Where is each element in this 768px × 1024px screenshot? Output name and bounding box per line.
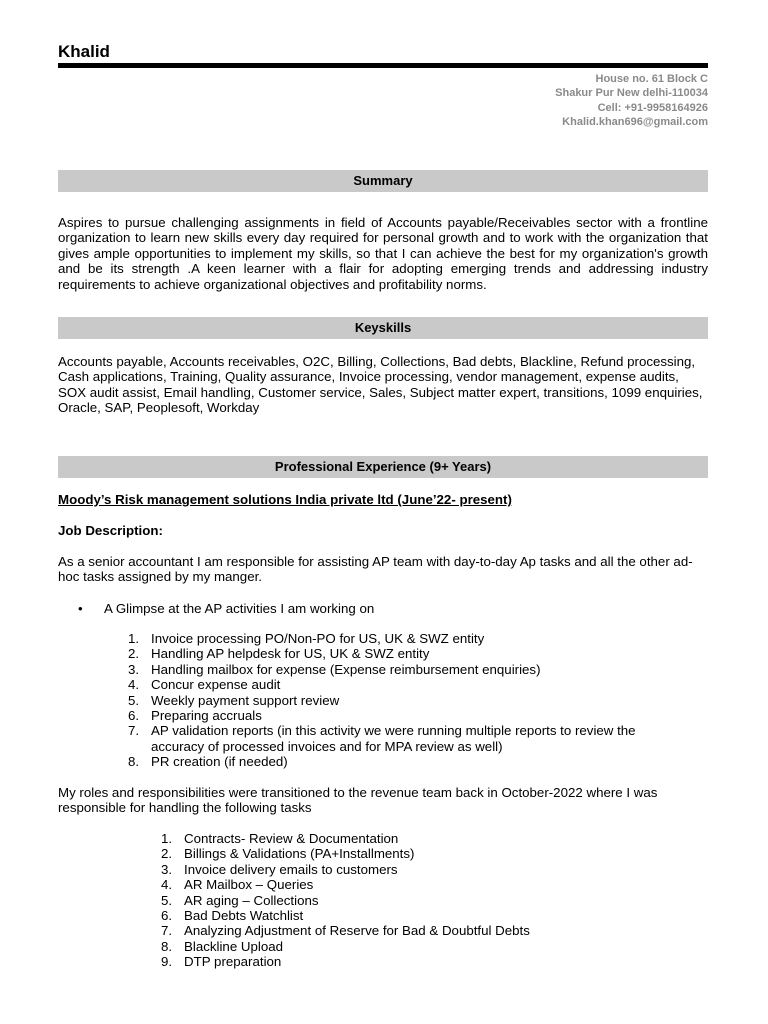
list-text: DTP preparation: [184, 954, 282, 970]
list-number: 9.: [161, 954, 173, 970]
list-item: [128, 631, 688, 646]
job-description-label: Job Description:: [58, 523, 163, 538]
list-text: AR aging – Collections: [184, 892, 319, 908]
list-text: Contracts- Review & Documentation: [184, 831, 399, 846]
address-line-2: Shakur Pur New delhi-110034: [555, 87, 708, 100]
list-number: 7.: [128, 723, 140, 739]
list-item: [161, 862, 681, 877]
list-text: Invoice delivery emails to customers: [184, 861, 398, 877]
bullet-dot: •: [78, 601, 83, 616]
list-item: [161, 846, 681, 861]
contact-block: [555, 72, 708, 130]
list-text: Analyzing Adjustment of Reserve for Bad & Doubtful Debts: [184, 923, 530, 939]
list-number: 2.: [128, 646, 140, 662]
list-number: 5.: [128, 692, 140, 708]
summary-heading: Summary: [58, 170, 708, 192]
list-text: Billings & Validations (PA+Installments): [184, 846, 415, 862]
revenue-intro: My roles and responsibilities were transitioned to the revenue team back in October-2022 where I was responsible for handling the following tasks: [58, 785, 658, 816]
list-text: Invoice processing PO/Non-PO for US, UK & SWZ entity: [151, 631, 485, 646]
list-text: Handling mailbox for expense (Expense reimbursement enquiries): [151, 661, 541, 677]
list-number: 3.: [128, 661, 140, 677]
list-number: 1.: [128, 631, 140, 646]
company-title: Moody’s Risk management solutions India private ltd (June’22- present): [58, 492, 512, 507]
keyskills-text: Accounts payable, Accounts receivables, O2C, Billing, Collections, Bad debts, Blackline, Refund processing, Cash applications, Training, Quality assurance, Invoice processing, vendor management, expense audits, SOX audit assist, Email handling, Customer service, Sales, Subject matter expert, transitions, 1099 enquiries, Oracle, SAP, Peoplesoft, Workday: [58, 354, 703, 416]
list-item: [128, 662, 688, 677]
list-number: 4.: [128, 677, 140, 693]
summary-text: Aspires to pursue challenging assignments in field of Accounts payable/Receivables sector with a frontline organization to learn new skills every day required for personal growth and to work with the organization that gives ample opportunities to implement my skills, so that I can achieve the best for my organization's growth and be its strength .A keen learner with a flair for adopting emerging trends and addressing industry requirements to achieve organizational objectives and profitability norms.: [58, 215, 708, 292]
header-rule: [58, 63, 708, 68]
list-item: [161, 877, 681, 892]
list-number: 6.: [128, 708, 140, 724]
list-number: 8.: [161, 938, 173, 954]
list-number: 6.: [161, 908, 173, 924]
list-text: AP validation reports (in this activity we were running multiple reports to review the accuracy of processed invoices and for MPA review as well): [151, 723, 636, 754]
list-text: Handling AP helpdesk for US, UK & SWZ entity: [151, 646, 430, 662]
list-number: 1.: [161, 831, 173, 846]
job-intro: As a senior accountant I am responsible for assisting AP team with day-to-day Ap tasks and all the other ad-hoc tasks assigned by my manger.: [58, 554, 693, 585]
list-item: [128, 693, 688, 708]
list-item: [128, 708, 688, 723]
email-address: Khalid.khan696@gmail.com: [562, 116, 708, 129]
list-number: 4.: [161, 877, 173, 893]
experience-heading: Professional Experience (9+ Years): [58, 456, 708, 478]
list-text: AR Mailbox – Queries: [184, 877, 314, 893]
candidate-name: Khalid: [58, 42, 110, 61]
list-text: Weekly payment support review: [151, 692, 340, 708]
bullet-text: A Glimpse at the AP activities I am working on: [104, 601, 375, 616]
list-item: [161, 893, 681, 908]
list-number: 2.: [161, 846, 173, 862]
cell-number: Cell: +91-9958164926: [597, 101, 708, 114]
bullet-item: [78, 601, 374, 616]
list-number: 5.: [161, 892, 173, 908]
list-item: [161, 954, 681, 969]
list-item: [161, 923, 681, 938]
list-number: 7.: [161, 923, 173, 939]
list-item: [161, 831, 681, 846]
list-number: 3.: [161, 861, 173, 877]
list-item: [128, 754, 688, 769]
list-number: 8.: [128, 754, 140, 770]
revenue-task-list: [161, 831, 681, 970]
list-item: [128, 646, 688, 661]
keyskills-heading: Keyskills: [58, 317, 708, 339]
list-text: Concur expense audit: [151, 677, 281, 693]
list-item: [161, 939, 681, 954]
list-text: PR creation (if needed): [151, 754, 288, 770]
address-line-1: House no. 61 Block C: [595, 73, 708, 85]
list-text: Bad Debts Watchlist: [184, 908, 304, 924]
ap-task-list: [128, 631, 688, 770]
list-item: [128, 723, 688, 754]
list-text: Preparing accruals: [151, 708, 262, 724]
list-item: [161, 908, 681, 923]
list-item: [128, 677, 688, 692]
list-text: Blackline Upload: [184, 938, 284, 954]
